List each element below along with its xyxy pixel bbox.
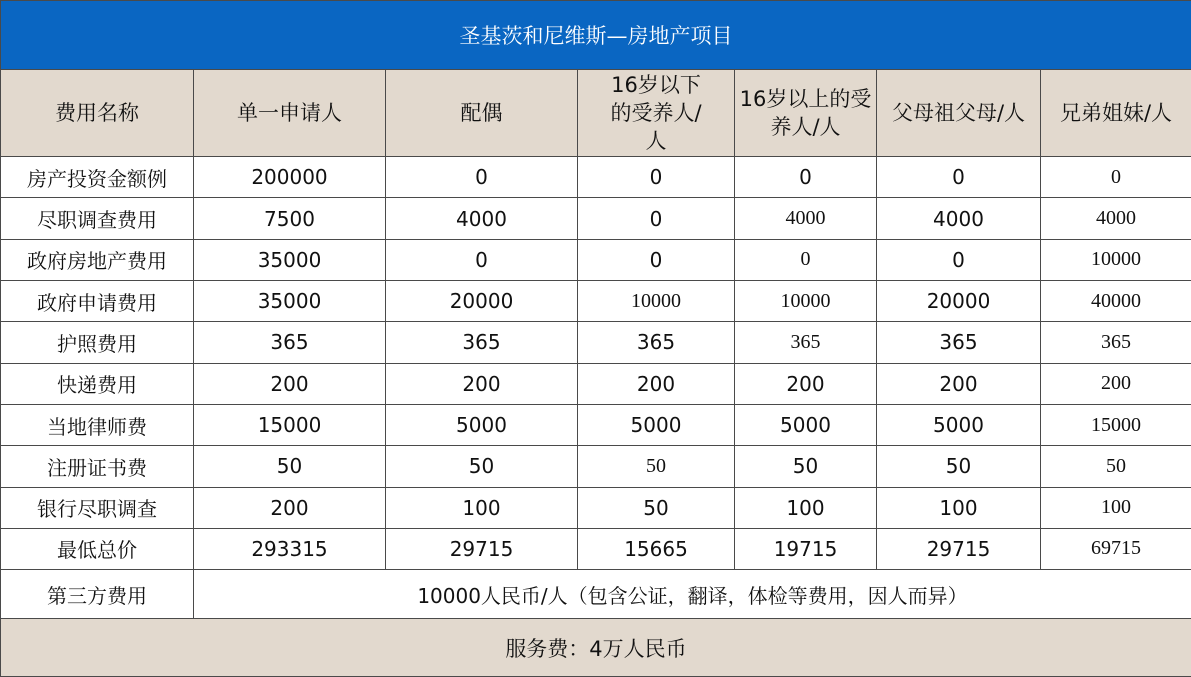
cell-parents-grandparents: 365 — [877, 322, 1041, 363]
table-row — [1, 157, 1191, 198]
row-label: 房产投资金额例 — [1, 157, 194, 198]
cell-dependent-under-16: 15665 — [578, 528, 735, 569]
cell-dependent-over-16: 5000 — [735, 404, 877, 445]
header-spouse: 配偶 — [386, 69, 578, 157]
header-siblings: 兄弟姐妹/人 — [1041, 69, 1191, 157]
cell-parents-grandparents: 200 — [877, 363, 1041, 404]
cell-spouse: 365 — [386, 322, 578, 363]
table-row — [1, 404, 1191, 445]
cell-spouse: 4000 — [386, 198, 578, 239]
row-label: 尽职调查费用 — [1, 198, 194, 239]
cell-single-applicant: 7500 — [194, 198, 386, 239]
header-dependent-over-16: 16岁以上的受养人/人 — [735, 69, 877, 157]
header-row — [1, 69, 1191, 157]
table-row — [1, 363, 1191, 404]
cell-single-applicant: 200000 — [194, 157, 386, 198]
cell-dependent-under-16: 0 — [578, 157, 735, 198]
header-single-applicant: 单一申请人 — [194, 69, 386, 157]
cell-single-applicant: 200 — [194, 363, 386, 404]
cell-dependent-under-16: 200 — [578, 363, 735, 404]
row-label: 银行尽职调查 — [1, 487, 194, 528]
table-row — [1, 446, 1191, 487]
row-label: 政府申请费用 — [1, 281, 194, 322]
table-row — [1, 322, 1191, 363]
cell-dependent-under-16: 5000 — [578, 404, 735, 445]
service-fee: 服务费：4万人民币 — [1, 619, 1191, 677]
cell-single-applicant: 365 — [194, 322, 386, 363]
cell-parents-grandparents: 5000 — [877, 404, 1041, 445]
cell-parents-grandparents: 50 — [877, 446, 1041, 487]
cell-spouse: 200 — [386, 363, 578, 404]
row-label: 最低总价 — [1, 528, 194, 569]
cell-dependent-over-16: 4000 — [735, 198, 877, 239]
cell-single-applicant: 50 — [194, 446, 386, 487]
header-dependent-under-16: 16岁以下的受养人/人 — [578, 69, 735, 157]
row-label: 政府房地产费用 — [1, 239, 194, 280]
table-row — [1, 487, 1191, 528]
cell-dependent-over-16: 10000 — [735, 281, 877, 322]
header-parents-grandparents: 父母祖父母/人 — [877, 69, 1041, 157]
table-title: 圣基茨和尼维斯—房地产项目 — [1, 1, 1191, 70]
cell-siblings: 69715 — [1041, 528, 1191, 569]
table-row — [1, 198, 1191, 239]
cell-dependent-over-16: 19715 — [735, 528, 877, 569]
cell-siblings: 15000 — [1041, 404, 1191, 445]
cell-dependent-under-16: 365 — [578, 322, 735, 363]
cell-siblings: 365 — [1041, 322, 1191, 363]
cell-spouse: 0 — [386, 239, 578, 280]
cell-dependent-over-16: 100 — [735, 487, 877, 528]
header-fee-name: 费用名称 — [1, 69, 194, 157]
cell-dependent-over-16: 0 — [735, 239, 877, 280]
row-label: 注册证书费 — [1, 446, 194, 487]
cell-dependent-over-16: 200 — [735, 363, 877, 404]
cell-spouse: 50 — [386, 446, 578, 487]
cell-spouse: 0 — [386, 157, 578, 198]
table-row — [1, 239, 1191, 280]
cell-dependent-over-16: 50 — [735, 446, 877, 487]
cell-parents-grandparents: 29715 — [877, 528, 1041, 569]
title-row — [1, 1, 1191, 70]
cell-siblings: 100 — [1041, 487, 1191, 528]
cell-dependent-over-16: 0 — [735, 157, 877, 198]
cell-single-applicant: 293315 — [194, 528, 386, 569]
cell-spouse: 20000 — [386, 281, 578, 322]
cell-siblings: 200 — [1041, 363, 1191, 404]
third-party-value: 10000人民币/人（包含公证，翻译，体检等费用，因人而异） — [194, 570, 1191, 619]
cell-single-applicant: 200 — [194, 487, 386, 528]
footer-row — [1, 619, 1191, 677]
cell-parents-grandparents: 100 — [877, 487, 1041, 528]
table-row — [1, 528, 1191, 569]
cell-dependent-under-16: 0 — [578, 198, 735, 239]
cell-siblings: 50 — [1041, 446, 1191, 487]
cell-dependent-under-16: 50 — [578, 446, 735, 487]
cell-siblings: 40000 — [1041, 281, 1191, 322]
cell-siblings: 0 — [1041, 157, 1191, 198]
row-label: 护照费用 — [1, 322, 194, 363]
cell-parents-grandparents: 20000 — [877, 281, 1041, 322]
cell-siblings: 4000 — [1041, 198, 1191, 239]
cell-dependent-under-16: 10000 — [578, 281, 735, 322]
cell-dependent-under-16: 50 — [578, 487, 735, 528]
third-party-label: 第三方费用 — [1, 570, 194, 619]
table-row — [1, 281, 1191, 322]
cell-dependent-under-16: 0 — [578, 239, 735, 280]
third-party-row — [1, 570, 1191, 619]
row-label: 快递费用 — [1, 363, 194, 404]
cell-spouse: 100 — [386, 487, 578, 528]
cell-dependent-over-16: 365 — [735, 322, 877, 363]
cell-single-applicant: 35000 — [194, 239, 386, 280]
cell-single-applicant: 15000 — [194, 404, 386, 445]
cell-spouse: 29715 — [386, 528, 578, 569]
row-label: 当地律师费 — [1, 404, 194, 445]
cell-parents-grandparents: 0 — [877, 239, 1041, 280]
cell-parents-grandparents: 4000 — [877, 198, 1041, 239]
cell-siblings: 10000 — [1041, 239, 1191, 280]
cell-single-applicant: 35000 — [194, 281, 386, 322]
cell-spouse: 5000 — [386, 404, 578, 445]
cell-parents-grandparents: 0 — [877, 157, 1041, 198]
